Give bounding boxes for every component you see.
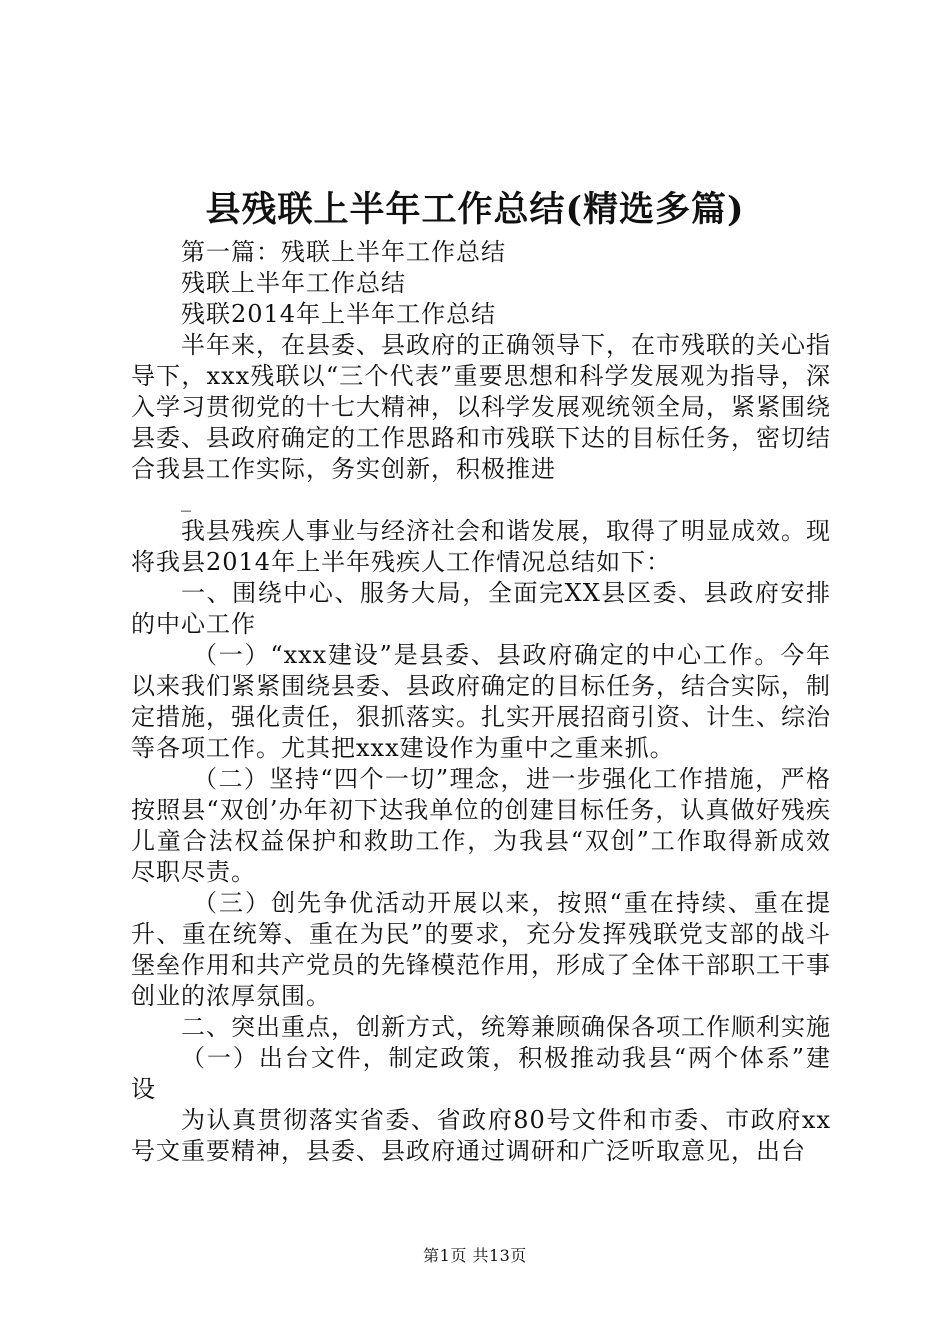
- page-number-footer: 第1页 共13页: [423, 1246, 527, 1265]
- section-heading: 二、突出重点，创新方式，统筹兼顾确保各项工作顺利实施: [181, 1013, 831, 1041]
- body-paragraph: 我县残疾人事业与经济社会和谐发展，取得了明显成效。现将我县2014年上半年残疾人工作情况总结如下：: [131, 517, 831, 576]
- subheading: （一）出台文件，制定政策，积极推动我县“两个体系”建设: [131, 1044, 831, 1103]
- body-paragraph: （三）创先争优活动开展以来，按照“重在持续、重在提升、重在统筹、重在为民”的要求，充分发挥残联党支部的战斗堡垒作用和共产党员的先锋模范作用，形成了全体干部职工干事创业的浓厚氛围。: [131, 889, 831, 1010]
- document-body: [131, 237, 831, 1167]
- separator-mark: _: [181, 488, 192, 512]
- body-paragraph: 半年来，在县委、县政府的正确领导下，在市残联的关心指导下，xxx残联以“三个代表”重要思想和科学发展观为指导，深入学习贯彻党的十七大精神，以科学发展观统领全局，紧紧围绕县委、县政府确定的工作思路和市残联下达的目标任务，密切结合我县工作实际，务实创新，积极推进: [131, 331, 831, 483]
- document-title: 县残联上半年工作总结(精选多篇): [205, 189, 745, 230]
- subheading: 残联上半年工作总结: [181, 269, 406, 297]
- body-paragraph: （二）坚持“四个一切”理念，进一步强化工作措施，严格按照县“双创’办年初下达我单位的创建目标任务，认真做好残疾儿童合法权益保护和救助工作，为我县“双创”工作取得新成效尽职尽责。: [131, 765, 831, 886]
- section-heading: 一、围绕中心、服务大局，全面完XX县区委、县政府安排的中心工作: [131, 579, 831, 638]
- body-paragraph: 为认真贯彻落实省委、省政府80号文件和市委、市政府xx号文重要精神，县委、县政府通过调研和广泛听取意见，出台: [131, 1106, 831, 1165]
- section-heading: 第一篇：残联上半年工作总结: [181, 238, 506, 266]
- body-paragraph: （一）“xxx建设”是县委、县政府确定的中心工作。今年以来我们紧紧围绕县委、县政府确定的目标任务，结合实际，制定措施，强化责任，狠抓落实。扎实开展招商引资、计生、综治等各项工作。尤其把xxx建设作为重中之重来抓。: [131, 641, 831, 762]
- subheading: 残联2014年上半年工作总结: [181, 300, 497, 328]
